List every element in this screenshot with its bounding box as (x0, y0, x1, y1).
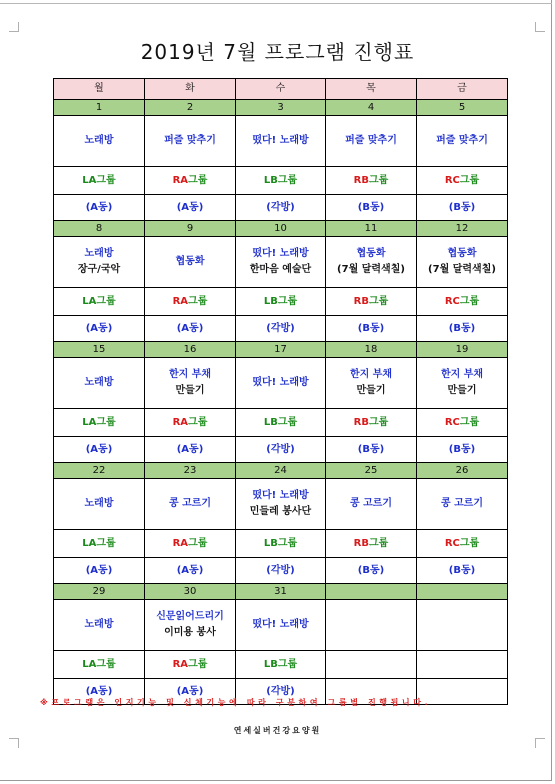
group-code: LB (263, 537, 278, 549)
group-code: LB (263, 658, 278, 670)
group-cell (236, 167, 326, 195)
date-cell: 23 (145, 463, 236, 479)
date-cell: 1 (54, 100, 145, 116)
group-suffix: 그룹 (459, 174, 480, 186)
room-cell: (각방) (236, 195, 326, 221)
group-code: RA (172, 174, 189, 186)
group-suffix: 그룹 (96, 174, 116, 186)
program-cell (145, 479, 236, 530)
program-cell (145, 116, 236, 167)
group-suffix: 그룹 (96, 658, 116, 670)
program-cell (145, 600, 236, 651)
program-name: 콩 고르기 (440, 498, 484, 509)
room-row (54, 316, 508, 342)
date-cell: 15 (54, 342, 145, 358)
date-row (54, 584, 508, 600)
program-cell (54, 358, 145, 409)
date-cell: 22 (54, 463, 145, 479)
weekday-header-row (54, 79, 508, 100)
group-code: RA (172, 295, 189, 307)
crop-mark-bottom-right (535, 738, 545, 748)
program-name: 콩 고르기 (168, 498, 212, 509)
program-name: 협동화 (447, 248, 477, 259)
program-cell (54, 600, 145, 651)
page-title: 2019년 7월 프로그램 진행표 (140, 40, 415, 64)
group-row (54, 651, 508, 679)
program-row (54, 358, 508, 409)
date-cell: 24 (236, 463, 326, 479)
group-cell (417, 288, 508, 316)
group-suffix: 그룹 (459, 295, 480, 307)
top-rule (0, 3, 552, 4)
program-cell (145, 237, 236, 288)
group-row (54, 288, 508, 316)
group-cell (236, 409, 326, 437)
group-cell (145, 288, 236, 316)
program-row (54, 237, 508, 288)
group-suffix: 그룹 (188, 174, 208, 186)
group-row (54, 530, 508, 558)
group-code: RA (172, 416, 189, 428)
room-cell: (B동) (417, 558, 508, 584)
group-code: RA (172, 658, 189, 670)
crop-mark-top-right (535, 22, 545, 32)
room-cell: (B동) (326, 558, 417, 584)
group-suffix: 그룹 (459, 416, 480, 428)
program-name: 노래방 (84, 619, 114, 630)
room-cell: (각방) (236, 316, 326, 342)
group-cell (326, 651, 417, 679)
program-cell (417, 358, 508, 409)
date-cell: 9 (145, 221, 236, 237)
date-cell: 30 (145, 584, 236, 600)
group-cell (326, 288, 417, 316)
date-cell: 31 (236, 584, 326, 600)
group-cell (417, 409, 508, 437)
program-detail: (7월 달력색칠) (337, 264, 405, 275)
date-cell (417, 584, 508, 600)
program-detail: 만들기 (356, 385, 386, 396)
program-cell (236, 358, 326, 409)
group-cell (236, 530, 326, 558)
room-cell: (각방) (236, 679, 326, 705)
date-cell: 25 (326, 463, 417, 479)
program-cell (417, 600, 508, 651)
program-cell (326, 600, 417, 651)
group-suffix: 그룹 (188, 416, 208, 428)
group-suffix: 그룹 (369, 174, 389, 186)
group-code: LA (82, 416, 97, 428)
program-name: 한지 부채 (349, 369, 393, 380)
program-name: 신문읽어드리기 (156, 611, 224, 622)
room-row (54, 558, 508, 584)
weekday-header: 월 (54, 79, 145, 100)
group-suffix: 그룹 (369, 295, 389, 307)
group-cell (54, 288, 145, 316)
group-suffix: 그룹 (277, 416, 298, 428)
program-name: 노래방 (84, 498, 114, 509)
room-cell: (B동) (417, 195, 508, 221)
group-suffix: 그룹 (188, 537, 208, 549)
date-cell (326, 584, 417, 600)
program-detail: 이미용 봉사 (164, 627, 216, 638)
program-name: 퍼즐 맞추기 (164, 135, 216, 146)
program-row (54, 479, 508, 530)
room-cell: (A동) (54, 437, 145, 463)
program-name: 떴다! 노래방 (252, 248, 309, 259)
group-code: RA (172, 537, 189, 549)
program-detail: 장구/국악 (77, 264, 121, 275)
group-suffix: 그룹 (96, 416, 116, 428)
program-row (54, 600, 508, 651)
group-suffix: 그룹 (277, 174, 298, 186)
room-cell: (A동) (54, 316, 145, 342)
room-cell: (A동) (145, 195, 236, 221)
group-code: RB (353, 537, 369, 549)
group-code: LA (82, 174, 97, 186)
group-cell (417, 530, 508, 558)
program-detail: (7월 달력색칠) (428, 264, 496, 275)
group-cell (145, 167, 236, 195)
program-name: 떴다! 노래방 (252, 619, 309, 630)
room-cell: (A동) (145, 437, 236, 463)
date-row (54, 221, 508, 237)
group-code: LB (263, 174, 278, 186)
date-cell: 19 (417, 342, 508, 358)
group-code: RC (444, 295, 460, 307)
program-detail: 민들레 봉사단 (249, 506, 312, 517)
program-cell (326, 237, 417, 288)
program-name: 떴다! 노래방 (252, 377, 309, 388)
program-cell (236, 116, 326, 167)
group-code: RC (444, 174, 460, 186)
room-cell: (B동) (326, 437, 417, 463)
weekday-header: 수 (236, 79, 326, 100)
date-cell: 12 (417, 221, 508, 237)
program-name: 콩 고르기 (349, 498, 393, 509)
program-name: 노래방 (84, 377, 114, 388)
group-row (54, 167, 508, 195)
room-cell: (B동) (417, 316, 508, 342)
date-cell: 17 (236, 342, 326, 358)
program-name: 한지 부채 (168, 369, 212, 380)
program-cell (326, 479, 417, 530)
group-cell (54, 409, 145, 437)
room-cell: (A동) (145, 679, 236, 705)
group-suffix: 그룹 (188, 295, 208, 307)
organization-name: 연세실버건강요양원 (233, 726, 322, 735)
group-cell (326, 167, 417, 195)
group-cell (236, 288, 326, 316)
program-cell (326, 116, 417, 167)
program-detail: 만들기 (175, 385, 205, 396)
group-suffix: 그룹 (277, 537, 298, 549)
group-code: RB (353, 174, 369, 186)
room-cell: (B동) (326, 316, 417, 342)
group-code: LB (263, 416, 278, 428)
group-code: LB (263, 295, 278, 307)
group-code: LA (82, 295, 97, 307)
program-row (54, 116, 508, 167)
crop-mark-top-left (9, 22, 19, 32)
group-suffix: 그룹 (96, 537, 116, 549)
room-cell: (B동) (417, 437, 508, 463)
group-cell (326, 530, 417, 558)
program-name: 노래방 (84, 135, 114, 146)
program-cell (145, 358, 236, 409)
room-cell: (A동) (54, 558, 145, 584)
program-cell (417, 116, 508, 167)
program-cell (236, 479, 326, 530)
date-cell: 10 (236, 221, 326, 237)
group-cell (54, 651, 145, 679)
group-code: RC (444, 416, 460, 428)
room-cell: (A동) (54, 195, 145, 221)
room-cell: (A동) (54, 679, 145, 705)
program-cell (236, 237, 326, 288)
group-cell (145, 409, 236, 437)
group-cell (236, 651, 326, 679)
program-cell (54, 116, 145, 167)
date-cell: 16 (145, 342, 236, 358)
group-row (54, 409, 508, 437)
room-cell: (각방) (236, 558, 326, 584)
group-suffix: 그룹 (369, 416, 389, 428)
program-cell (236, 600, 326, 651)
group-code: RB (353, 295, 369, 307)
group-suffix: 그룹 (188, 658, 208, 670)
program-cell (417, 237, 508, 288)
date-row (54, 100, 508, 116)
date-cell: 2 (145, 100, 236, 116)
group-cell (326, 409, 417, 437)
date-cell: 26 (417, 463, 508, 479)
room-cell: (A동) (145, 558, 236, 584)
weekday-header: 화 (145, 79, 236, 100)
group-code: RC (444, 537, 460, 549)
program-name: 퍼즐 맞추기 (436, 135, 488, 146)
room-cell: (B동) (326, 195, 417, 221)
room-row (54, 437, 508, 463)
date-cell: 3 (236, 100, 326, 116)
room-cell: (A동) (145, 316, 236, 342)
footnote: ※프로그램은 인지기능 및 신체기능에 따라 구분하여 그룹별 진행됩니다. (40, 698, 432, 707)
group-code: LA (82, 658, 97, 670)
schedule-table (53, 78, 508, 705)
group-code: LA (82, 537, 97, 549)
group-suffix: 그룹 (277, 658, 298, 670)
group-cell (417, 167, 508, 195)
group-cell (145, 651, 236, 679)
date-cell: 18 (326, 342, 417, 358)
group-cell (54, 167, 145, 195)
group-suffix: 그룹 (459, 537, 480, 549)
program-name: 협동화 (356, 248, 386, 259)
program-name: 협동화 (175, 256, 205, 267)
program-detail: 만들기 (447, 385, 477, 396)
date-cell: 4 (326, 100, 417, 116)
group-suffix: 그룹 (96, 295, 116, 307)
program-name: 떴다! 노래방 (252, 135, 309, 146)
program-name: 퍼즐 맞추기 (345, 135, 397, 146)
program-name: 떴다! 노래방 (252, 490, 309, 501)
crop-mark-bottom-left (9, 738, 19, 748)
program-cell (54, 479, 145, 530)
group-suffix: 그룹 (277, 295, 298, 307)
date-row (54, 342, 508, 358)
date-row (54, 463, 508, 479)
program-detail: 한마음 예술단 (249, 264, 312, 275)
program-cell (326, 358, 417, 409)
program-name: 노래방 (84, 248, 114, 259)
group-code: RB (353, 416, 369, 428)
date-cell: 8 (54, 221, 145, 237)
weekday-header: 금 (417, 79, 508, 100)
date-cell: 11 (326, 221, 417, 237)
date-cell: 5 (417, 100, 508, 116)
group-cell (145, 530, 236, 558)
program-cell (417, 479, 508, 530)
room-cell: (각방) (236, 437, 326, 463)
program-cell (54, 237, 145, 288)
date-cell: 29 (54, 584, 145, 600)
group-cell (417, 651, 508, 679)
group-suffix: 그룹 (369, 537, 389, 549)
group-cell (54, 530, 145, 558)
weekday-header: 목 (326, 79, 417, 100)
room-row (54, 195, 508, 221)
program-name: 한지 부채 (440, 369, 484, 380)
